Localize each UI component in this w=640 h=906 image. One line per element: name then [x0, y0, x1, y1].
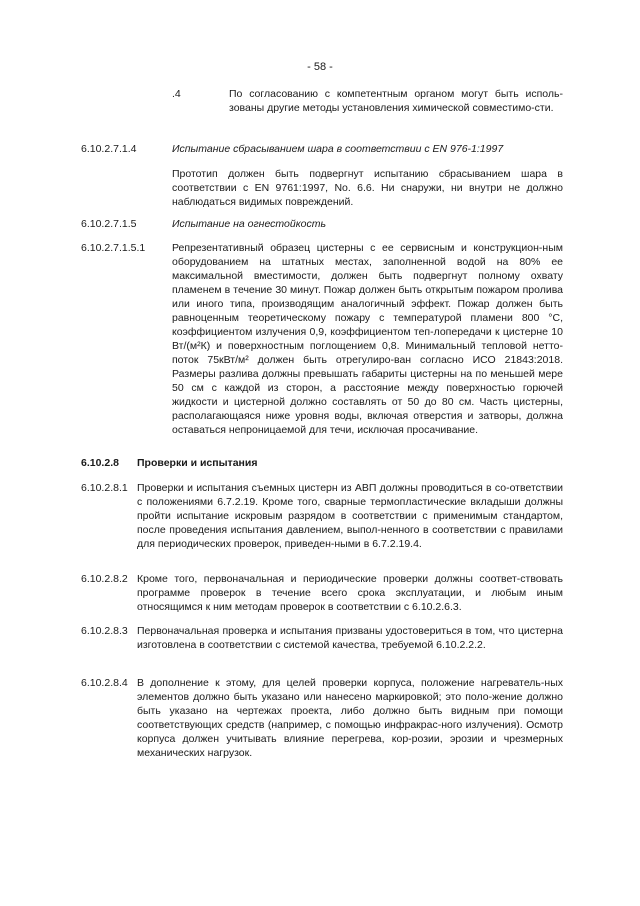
section-number: 6.10.2.8: [81, 457, 119, 469]
item-number: .4: [172, 88, 181, 100]
section-number: 6.10.2.8.2: [81, 573, 128, 585]
section-number: 6.10.2.8.3: [81, 625, 128, 637]
section-number: 6.10.2.7.1.4: [81, 143, 137, 155]
paragraph: Кроме того, первоначальная и периодические проверки должны соответ-ствовать программе проверок в течение всего срока эксплуатации, и любым иным относящимся к ним методам проверок в соответствии с 6.10.2.6.3.: [137, 573, 563, 613]
paragraph: Проверки и испытания съемных цистерн из АВП должны проводиться в со-ответствии с положениями 6.7.2.19. Кроме того, сварные термопластические вкладыши должны пройти испытание искровым разрядом в соответствии с применимым стандартом, после проведения испытания давлением, выпол-ненного в соответствии с правилами для периодических проверок, приведен-ными в 6.7.2.19.4.: [137, 482, 563, 550]
page-number: - 58 -: [307, 61, 333, 73]
paragraph: Первоначальная проверка и испытания призваны удостовериться в том, что цистерна изготовлена в соответствии с системой качества, требуемой 6.10.2.2.2.: [137, 625, 563, 651]
paragraph: В дополнение к этому, для целей проверки корпуса, положение нагреватель-ных элементов должно быть указано или нанесено маркировкой; это поло-жение должно быть указано на чертежах проекта, либо должно быть видным при помощи соответствующих средств (например, с помощью инфракрас-ного излучения). Осмотр корпуса должен учитывать влияние перегрева, кор-розии, эрозии и чрезмерных механических нагрузок.: [137, 677, 563, 759]
paragraph: Прототип должен быть подвергнут испытанию сбрасыванием шара в соответствии с EN 9761:1997, No. 6.6. Ни снаружи, ни внутри не должно наблюдаться видимых повреждений.: [172, 168, 563, 208]
section-number: 6.10.2.8.4: [81, 677, 128, 689]
paragraph: Репрезентативный образец цистерны с ее сервисным и конструкцион-ным оборудованием на штатных местах, заполненной водой на 80% ее максимальной вместимости, должен быть подвергнут полному охвату пламенем в течение 30 минут. Пожар должен быть открытым пожаром пролива или иного типа, производящим аналогичный эффект. Пожар должен быть равноценным теоретическому пожару с температурой пламени 800 °C, коэффициентом излучения 0,9, коэффициентом теп-лопередачи к цистерне 10 Вт/(м²К) и поверхностным поглощением 0,8. Минимальный тепловой нетто-поток 75кВт/м² должен быть отрегулиро-ван согласно ИСО 21843:2018. Размеры разлива должны превышать габариты цистерны на по меньшей мере 50 см с каждой из сторон, а расстояние между поверхностью горючей жидкости и цистерной должно составлять от 50 до 80 см. Часть цистерны, располагающаяся ниже уровня воды, включая отверстия и затворы, должна оставаться непроницаемой для течи, исключая просачивание.: [172, 242, 563, 436]
section-heading: Испытание сбрасыванием шара в соответствии с EN 976-1:1997: [172, 143, 504, 155]
section-number: 6.10.2.8.1: [81, 482, 128, 494]
paragraph: По согласованию с компетентным органом могут быть исполь-зованы другие методы установления химической совместимо-сти.: [229, 88, 563, 114]
section-heading: Проверки и испытания: [137, 457, 258, 469]
section-heading: Испытание на огнестойкость: [172, 218, 327, 230]
section-number: 6.10.2.7.1.5.1: [81, 242, 146, 254]
section-number: 6.10.2.7.1.5: [81, 218, 137, 230]
